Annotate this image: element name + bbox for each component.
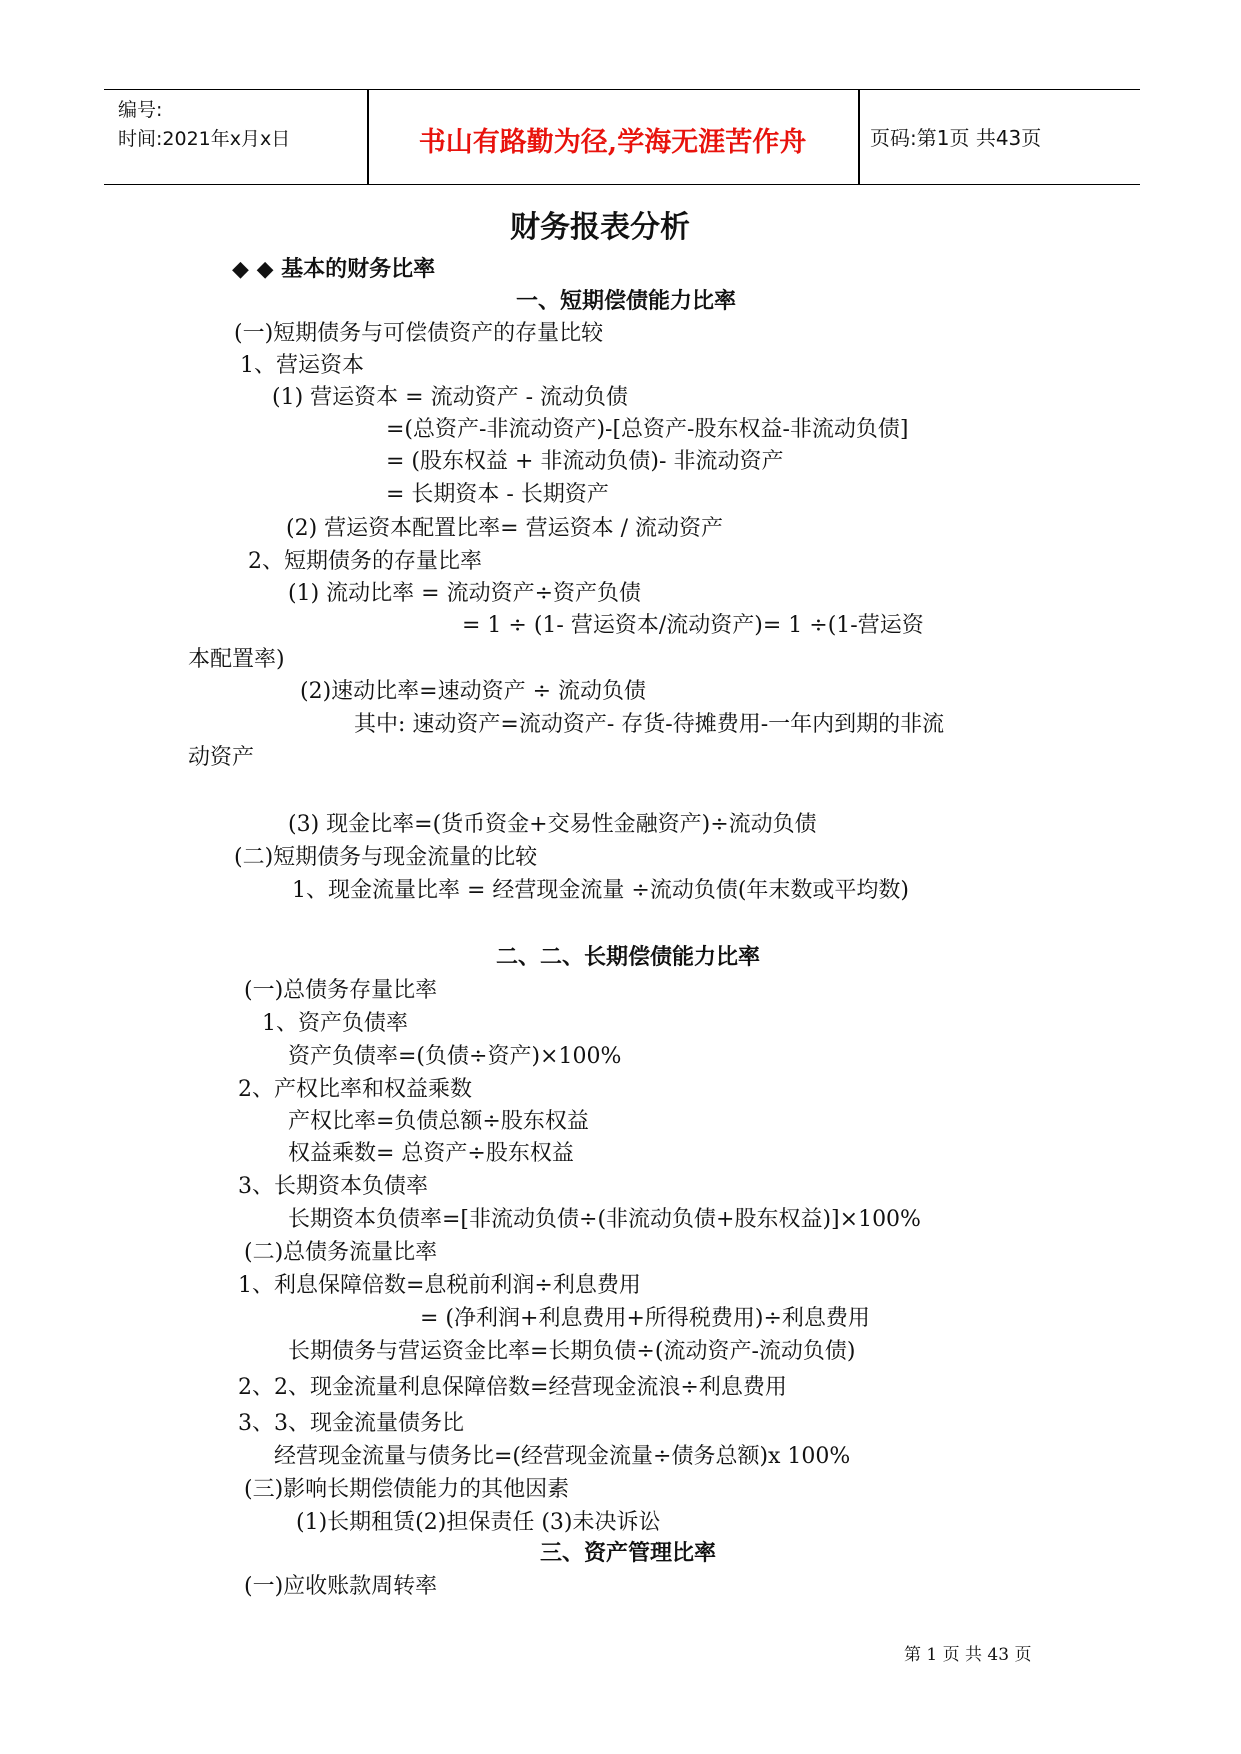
text-line: 3、3、现金流量债务比	[238, 1411, 464, 1436]
text-line: 动资产	[188, 745, 255, 770]
text-line: 3、长期资本负债率	[238, 1174, 428, 1199]
header-left	[118, 96, 290, 154]
document-title: 财务报表分析	[510, 210, 690, 245]
text-line: (二)短期债务与现金流量的比较	[234, 845, 538, 870]
text-line: = (股东权益 + 非流动负债)- 非流动资产	[386, 449, 784, 474]
text-line: (一)应收账款周转率	[244, 1574, 438, 1599]
page-footer: 第 1 页 共 43 页	[904, 1645, 1032, 1665]
text-line: (2) 营运资本配置比率= 营运资本 / 流动资产	[286, 516, 723, 541]
text-line: (1) 流动比率 = 流动资产÷资产负债	[288, 581, 642, 606]
document-header	[104, 89, 1140, 185]
text-line: 1、资产负债率	[262, 1011, 408, 1036]
text-line: 资产负债率=(负债÷资产)×100%	[288, 1044, 622, 1069]
text-line: 1、现金流量比率 = 经营现金流量 ÷流动负债(年末数或平均数)	[292, 878, 910, 903]
text-line: (二)总债务流量比率	[244, 1240, 438, 1265]
header-page-info: 页码:第1页 共43页	[870, 126, 1042, 150]
text-line: (1) 营运资本 = 流动资产 - 流动负债	[272, 385, 628, 410]
text-line: = 长期资本 - 长期资产	[386, 482, 609, 507]
text-line: 本配置率)	[188, 647, 285, 672]
text-line: 长期债务与营运资金比率=长期负债÷(流动资产-流动负债)	[288, 1339, 856, 1364]
document-number-label: 编号:	[118, 99, 163, 121]
text-line: (一)总债务存量比率	[244, 978, 438, 1003]
header-divider	[858, 90, 860, 184]
text-line: 经营现金流量与债务比=(经营现金流量÷债务总额)x 100%	[274, 1444, 851, 1469]
document-time: 时间:2021年x月x日	[118, 128, 291, 150]
text-line: 2、短期债务的存量比率	[248, 549, 482, 574]
section-heading: ◆ ◆ 基本的财务比率	[232, 257, 436, 282]
section-heading: 三、资产管理比率	[540, 1541, 717, 1566]
text-line: = 1 ÷ (1- 营运资本/流动资产)= 1 ÷(1-营运资	[462, 613, 924, 638]
section-heading: 一、短期偿债能力比率	[516, 289, 737, 314]
text-line: (一)短期债务与可偿债资产的存量比较	[234, 321, 604, 346]
text-line: 1、利息保障倍数=息税前利润÷利息费用	[238, 1273, 641, 1298]
text-line: 1、营运资本	[240, 353, 364, 378]
text-line: =(总资产-非流动资产)-[总资产-股东权益-非流动负债]	[386, 417, 909, 442]
text-line: (2)速动比率=速动资产 ÷ 流动负债	[300, 679, 647, 704]
text-line: 2、产权比率和权益乘数	[238, 1077, 472, 1102]
text-line: (3) 现金比率=(货币资金+交易性金融资产)÷流动负债	[288, 812, 817, 837]
header-motto: 书山有路勤为径,学海无涯苦作舟	[418, 127, 807, 158]
text-line: (三)影响长期偿债能力的其他因素	[244, 1477, 570, 1502]
text-line: 2、2、现金流量利息保障倍数=经营现金流浪÷利息费用	[238, 1375, 787, 1400]
text-line: 权益乘数= 总资产÷股东权益	[288, 1141, 574, 1166]
text-line: 其中: 速动资产=流动资产- 存货-待摊费用-一年内到期的非流	[354, 712, 945, 737]
section-heading: 二、二、长期偿债能力比率	[496, 945, 761, 970]
text-line: (1)长期租赁(2)担保责任 (3)未决诉讼	[296, 1510, 661, 1535]
text-line: = (净利润+利息费用+所得税费用)÷利息费用	[420, 1306, 870, 1331]
text-line: 产权比率=负债总额÷股东权益	[288, 1109, 589, 1134]
text-line: 长期资本负债率=[非流动负债÷(非流动负债+股东权益)]×100%	[288, 1207, 921, 1232]
